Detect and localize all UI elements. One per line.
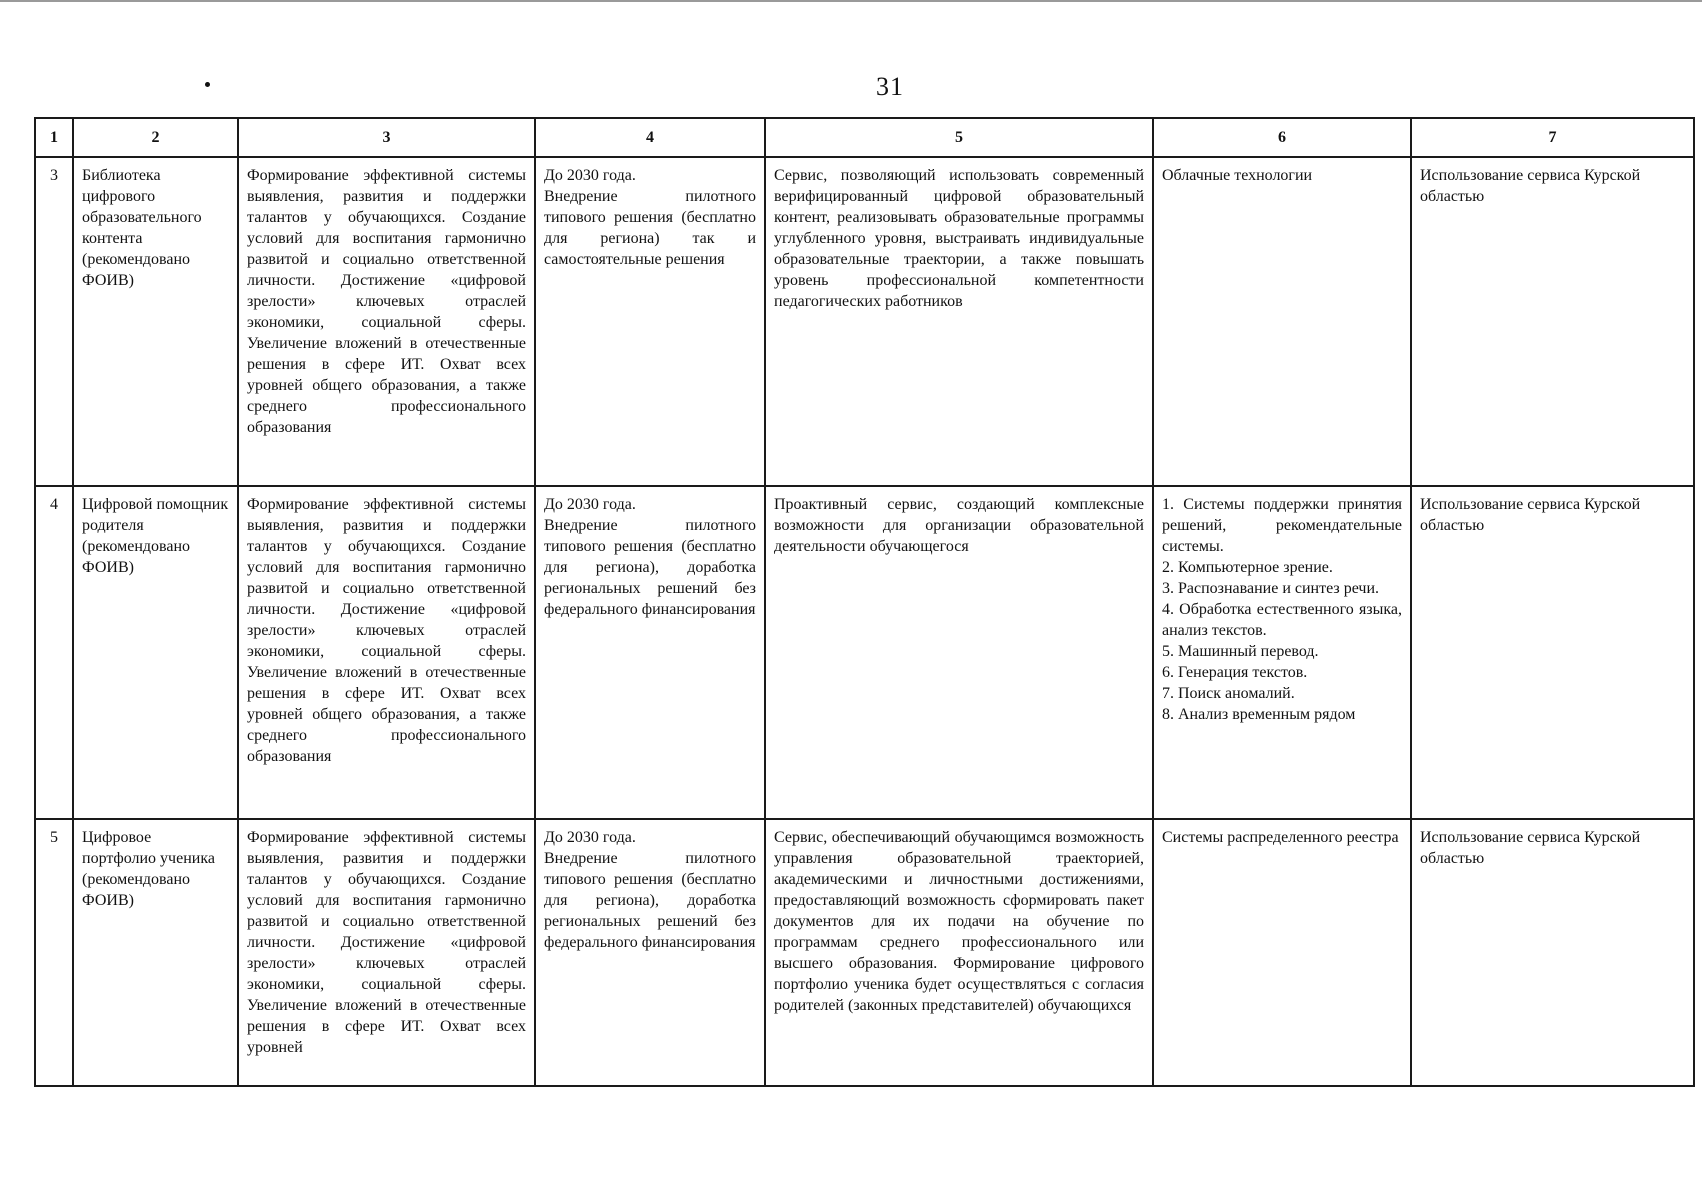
column-header-3: 3 — [238, 118, 535, 157]
service-technologies — [1153, 819, 1411, 1086]
deadline-line: До 2030 года. — [544, 167, 636, 184]
service-deadline — [535, 157, 765, 486]
technology-item: 5. Машинный перевод. — [1162, 643, 1319, 660]
deadline-line: Внедрение пилотного типового решения (бесплатно для региона), доработка региональных решений без федерального финансирования — [544, 850, 756, 951]
technology-item: 1. Системы поддержки принятия решений, рекомендательные системы. — [1162, 496, 1402, 555]
table-row — [35, 157, 1694, 486]
technology-item: 6. Генерация текстов. — [1162, 664, 1308, 681]
technology-item: 7. Поиск аномалий. — [1162, 685, 1295, 702]
technology-item: 2. Компьютерное зрение. — [1162, 559, 1333, 576]
technology-item: Системы распределенного реестра — [1162, 829, 1399, 846]
deadline-line: До 2030 года. — [544, 829, 636, 846]
header-row — [35, 118, 1694, 157]
row-number: 5 — [35, 819, 73, 1086]
column-header-7: 7 — [1411, 118, 1694, 157]
service-name: Цифровой помощник родителя (рекомендовано ФОИВ) — [73, 486, 238, 819]
technology-item: 4. Обработка естественного языка, анализ текстов. — [1162, 601, 1402, 639]
service-name: Цифровое портфолио ученика (рекомендовано ФОИВ) — [73, 819, 238, 1086]
column-header-1: 1 — [35, 118, 73, 157]
technology-item: Облачные технологии — [1162, 167, 1313, 184]
service-deadline — [535, 819, 765, 1086]
service-name: Библиотека цифрового образовательного контента (рекомендовано ФОИВ) — [73, 157, 238, 486]
document-table — [34, 117, 1695, 1087]
service-goals: Формирование эффективной системы выявления, развития и поддержки талантов у обучающихся. Создание условий для воспитания гармонично развитой и социально ответственной личности. Достижение «цифровой зрелости» ключевых отраслей экономики, социальной сферы. Увеличение вложений в отечественные решения в сфере ИТ. Охват всех уровней — [238, 819, 535, 1086]
service-deadline — [535, 486, 765, 819]
service-technologies — [1153, 486, 1411, 819]
deadline-line: До 2030 года. — [544, 496, 636, 513]
technology-item: 3. Распознавание и синтез речи. — [1162, 580, 1380, 597]
column-header-4: 4 — [535, 118, 765, 157]
row-number: 3 — [35, 157, 73, 486]
row-number: 4 — [35, 486, 73, 819]
service-description: Сервис, обеспечивающий обучающимся возможность управления образовательной траекторией, академическими и личностными достижениями, предоставляющий возможность сформировать пакет документов для их подачи на обучение по программам среднего профессионального или высшего образования. Формирование цифрового портфолио ученика будет осуществляться с согласия родителей (законных представителей) обучающихся — [765, 819, 1153, 1086]
service-technologies — [1153, 157, 1411, 486]
service-goals: Формирование эффективной системы выявления, развития и поддержки талантов у обучающихся. Создание условий для воспитания гармонично развитой и социально ответственной личности. Достижение «цифровой зрелости» ключевых отраслей экономики, социальной сферы. Увеличение вложений в отечественные решения в сфере ИТ. Охват всех уровней общего образования, а также среднего профессионального образования — [238, 157, 535, 486]
service-usage: Использование сервиса Курской областью — [1411, 157, 1694, 486]
service-usage: Использование сервиса Курской областью — [1411, 819, 1694, 1086]
table-row — [35, 486, 1694, 819]
service-goals: Формирование эффективной системы выявления, развития и поддержки талантов у обучающихся. Создание условий для воспитания гармонично развитой и социально ответственной личности. Достижение «цифровой зрелости» ключевых отраслей экономики, социальной сферы. Увеличение вложений в отечественные решения в сфере ИТ. Охват всех уровней общего образования, а также среднего профессионального образования — [238, 486, 535, 819]
column-header-2: 2 — [73, 118, 238, 157]
technology-item: 8. Анализ временным рядом — [1162, 706, 1356, 723]
service-description: Проактивный сервис, создающий комплексные возможности для организации образовательной деятельности обучающегося — [765, 486, 1153, 819]
service-usage: Использование сервиса Курской областью — [1411, 486, 1694, 819]
service-description: Сервис, позволяющий использовать современный верифицированный цифровой образовательный контент, реализовывать образовательные программы углубленного уровня, выстраивать индивидуальные образовательные траектории, а также повышать уровень профессиональной компетентности педагогических работников — [765, 157, 1153, 486]
column-header-5: 5 — [765, 118, 1153, 157]
page-top-rule — [0, 0, 1702, 2]
page-number: 31 — [876, 72, 904, 101]
column-header-6: 6 — [1153, 118, 1411, 157]
table-row — [35, 819, 1694, 1086]
deadline-line: Внедрение пилотного типового решения (бесплатно для региона), доработка региональных решений без федерального финансирования — [544, 517, 756, 618]
deadline-line: Внедрение пилотного типового решения (бесплатно для региона) так и самостоятельные решения — [544, 188, 756, 268]
